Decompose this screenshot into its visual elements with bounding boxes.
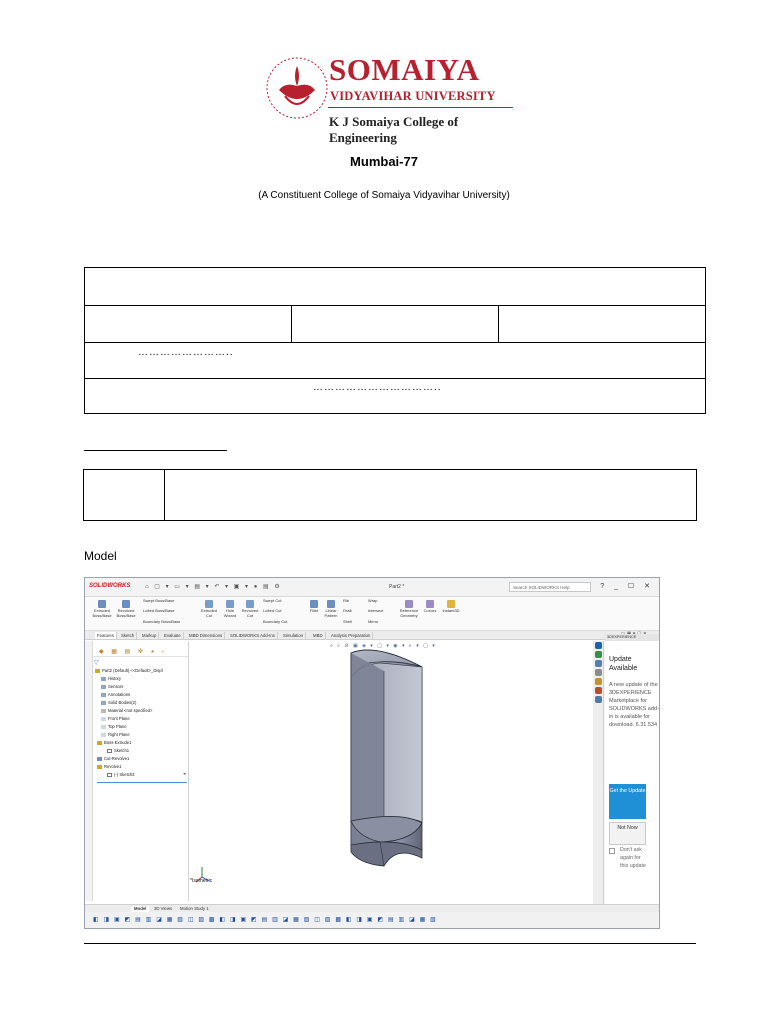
ribbon-button[interactable]: Fillet — [307, 600, 321, 614]
tab-3d-views[interactable]: 3D Views — [154, 906, 173, 911]
feature-manager-tree — [93, 641, 189, 901]
tree-item[interactable]: Sketch1 — [107, 748, 129, 753]
ribbon-button[interactable]: Intersect — [368, 608, 384, 613]
tab-mbd[interactable]: MBD — [311, 632, 326, 639]
plane-icon — [101, 717, 106, 721]
task-pane-tabs — [593, 641, 604, 904]
ribbon-button[interactable]: Linear Pattern — [322, 600, 340, 618]
tree-item[interactable]: History — [101, 676, 121, 681]
taskbar-icons[interactable]: ◧ ◨ ▣ ◩ ▤ ▥ ◪ ▦ ▧ ◫ ▨ ▩ ◧ ◨ ▣ ◩ ▤ ▥ ◪ ▦ ▧ ◫ ▨ ▩ ◧ ◨ ▣ ◩ ▤ ▥ ◪ ▦ ▧ — [93, 917, 438, 923]
extrude-feature-icon — [97, 741, 102, 745]
constituent-line: (A Constituent College of Somaiya Vidyavihar University) — [258, 190, 510, 201]
footer-rule — [84, 943, 696, 944]
logo-name: SOMAIYA — [329, 52, 480, 87]
tab-analysis-preparation[interactable]: Analysis Preparation — [329, 632, 373, 639]
tab-features[interactable]: Features — [95, 632, 117, 639]
tree-item[interactable]: Front Plane — [101, 716, 130, 721]
tab-simulation[interactable]: Simulation — [281, 632, 306, 639]
get-update-button[interactable]: Get the Update — [609, 784, 646, 819]
material-icon — [101, 709, 106, 713]
logo-university: VIDYAVIHAR UNIVERSITY — [330, 89, 496, 103]
tab-motion-study[interactable]: Motion Study 1 — [180, 906, 209, 911]
cut-icon — [205, 600, 213, 608]
city-heading: Mumbai-77 — [350, 154, 418, 169]
logo-emblem-icon — [265, 46, 329, 138]
tab-sketch[interactable]: Sketch — [119, 632, 137, 639]
sw-left-scrollbar[interactable] — [85, 641, 93, 901]
dont-ask-checkbox[interactable] — [609, 848, 615, 854]
ribbon-button[interactable]: Curves — [422, 600, 438, 614]
info-row-4 — [85, 378, 705, 415]
sw-search-input[interactable]: Search SOLIDWORKS Help — [509, 582, 591, 592]
rollback-bar[interactable] — [97, 782, 187, 783]
hole-icon — [226, 600, 234, 608]
info-row-2 — [85, 305, 705, 342]
ribbon-button[interactable]: Reference Geometry — [397, 600, 421, 618]
ribbon-button[interactable]: Instant3D — [440, 600, 462, 614]
info-row-3 — [85, 342, 705, 379]
ribbon-button[interactable]: Wrap — [368, 598, 378, 603]
tab-model[interactable]: Model — [131, 906, 149, 912]
ribbon-button[interactable]: Swept Boss/Base — [143, 598, 175, 603]
graphics-area[interactable] — [190, 641, 593, 904]
aim-table — [83, 469, 697, 521]
3dexperience-icon[interactable] — [595, 642, 602, 649]
tree-item[interactable]: Annotations — [101, 692, 130, 697]
sketch-icon — [107, 773, 112, 777]
update-message: A new update of the 3DEXPERIENCE Marketplace for SOLIDWORKS add-in is available for download. 6.31.534 — [609, 682, 659, 728]
sw-window-buttons[interactable]: ? _ ☐ ✕ — [600, 583, 654, 590]
plane-icon — [101, 733, 106, 737]
explorer-icon[interactable] — [595, 669, 602, 676]
tree-item[interactable]: Right Plane — [101, 732, 130, 737]
ribbon-button[interactable]: Hole Wizard — [221, 600, 239, 618]
ribbon-button[interactable]: Lofted Cut — [263, 608, 282, 613]
tree-item[interactable]: Revolve1 — [97, 764, 121, 769]
extrude-icon — [98, 600, 106, 608]
solid-body-icon — [101, 701, 106, 705]
ribbon-button[interactable]: Rib — [343, 598, 350, 603]
library-icon[interactable] — [595, 660, 602, 667]
tree-scroll-arrow-icon[interactable]: ◂ — [183, 771, 186, 777]
tree-item[interactable]: Solid Bodies(2) — [101, 700, 136, 705]
plane-icon — [101, 725, 106, 729]
history-icon — [101, 677, 106, 681]
solidworks-screenshot — [84, 577, 660, 929]
part-model-graphic — [190, 641, 593, 904]
filter-icon[interactable]: ▽ — [94, 660, 99, 666]
tree-item[interactable]: Material <not specified> — [101, 708, 152, 713]
heads-up-view-toolbar[interactable]: ⌕ ⌕ ⊘ ▣ ◈ ▾ ▢ ▾ ◉ ▾ ◐ ▾ ▢ ▾ — [330, 643, 437, 649]
appearances-icon[interactable] — [595, 687, 602, 694]
ribbon-button[interactable]: Lofted Boss/Base — [143, 608, 175, 613]
annotation-icon — [101, 693, 106, 697]
revolve-cut-icon — [246, 600, 254, 608]
update-panel — [605, 635, 660, 904]
instant3d-icon — [447, 600, 455, 608]
sw-document-name: Part2 * — [389, 584, 405, 590]
reference-geometry-icon — [405, 600, 413, 608]
cell-divider — [498, 306, 499, 342]
sensor-icon — [101, 685, 106, 689]
logo-college: K J Somaiya College of Engineering — [329, 114, 459, 145]
update-title: Update Available — [609, 656, 638, 672]
resources-icon[interactable] — [595, 651, 602, 658]
heading-underline — [84, 450, 227, 451]
fill-dots: …………………………….. — [313, 382, 442, 393]
sw-titlebar — [85, 578, 659, 597]
sw-logo: SOLIDWORKS — [89, 583, 131, 589]
tree-item[interactable]: Cut-Revolve1 — [97, 756, 129, 761]
not-now-button[interactable]: Not Now — [609, 822, 646, 845]
ribbon-button[interactable]: Revolved Cut — [240, 600, 260, 618]
revolve-feature-icon — [97, 765, 102, 769]
ribbon-button[interactable]: Swept Cut — [263, 598, 282, 603]
info-table — [84, 267, 706, 414]
task-pane-header: 3DEXPERIENCE — [605, 634, 660, 641]
ribbon-button[interactable]: Boundary Boss/Base — [143, 619, 181, 624]
sketch-icon — [107, 749, 112, 753]
tree-toolbar-icons[interactable]: ◆ ▦ ▤ ✜ ◕ › — [99, 649, 167, 655]
tree-item[interactable]: Boss-Extrude1 — [97, 740, 131, 745]
custom-properties-icon[interactable] — [595, 696, 602, 703]
fillet-icon — [310, 600, 318, 608]
college-logo — [265, 46, 515, 145]
tab-evaluate[interactable]: Evaluate — [162, 632, 184, 639]
sw-command-tabs — [85, 631, 659, 640]
quick-access-icons: ⌂ ▢ ▾ ▭ ▾ ▤ ▾ ↶ ▾ ▣ ▾ ● ▤ ⚙ — [145, 584, 282, 590]
revolve-icon — [122, 600, 130, 608]
part-icon — [95, 669, 100, 673]
ribbon-button[interactable]: Mirror — [368, 619, 379, 624]
tree-toolbar — [93, 647, 188, 657]
tree-item[interactable]: Part2 (Default) <<Default>_Displ — [95, 668, 163, 673]
pattern-icon — [327, 600, 335, 608]
tab-addins[interactable]: SOLIDWORKS Add-Ins — [228, 632, 278, 639]
ribbon-button[interactable]: Shell — [343, 619, 352, 624]
ribbon-button[interactable]: Extruded Boss/Base — [91, 600, 113, 618]
dont-ask-label: Don't ask again for this update — [620, 847, 646, 869]
curves-icon — [426, 600, 434, 608]
sw-taskbar — [85, 912, 659, 929]
model-label: Model — [84, 549, 117, 563]
view-orientation-label: *Isometric — [190, 878, 213, 884]
tree-item[interactable]: Sensors — [101, 684, 123, 689]
task-pane — [593, 635, 660, 904]
logo-divider — [328, 107, 513, 108]
tree-item[interactable]: (-) Sketch3 — [107, 772, 134, 777]
cell-divider — [164, 470, 165, 520]
ribbon-button[interactable]: Extruded Cut — [199, 600, 219, 618]
view-palette-icon[interactable] — [595, 678, 602, 685]
ribbon-button[interactable]: Draft — [343, 608, 352, 613]
sw-ribbon — [85, 597, 659, 631]
sw-bottom-tabs — [85, 904, 659, 912]
cut-feature-icon — [97, 757, 102, 761]
tree-item[interactable]: Top Plane — [101, 724, 127, 729]
tab-markup[interactable]: Markup — [140, 632, 159, 639]
ribbon-button[interactable]: Boundary Cut — [263, 619, 288, 624]
ribbon-button[interactable]: Revolved Boss/Base — [115, 600, 137, 618]
cell-divider — [291, 306, 292, 342]
tab-mbd-dimensions[interactable]: MBD Dimensions — [187, 632, 225, 639]
fill-dots: …………………….. — [138, 347, 234, 358]
